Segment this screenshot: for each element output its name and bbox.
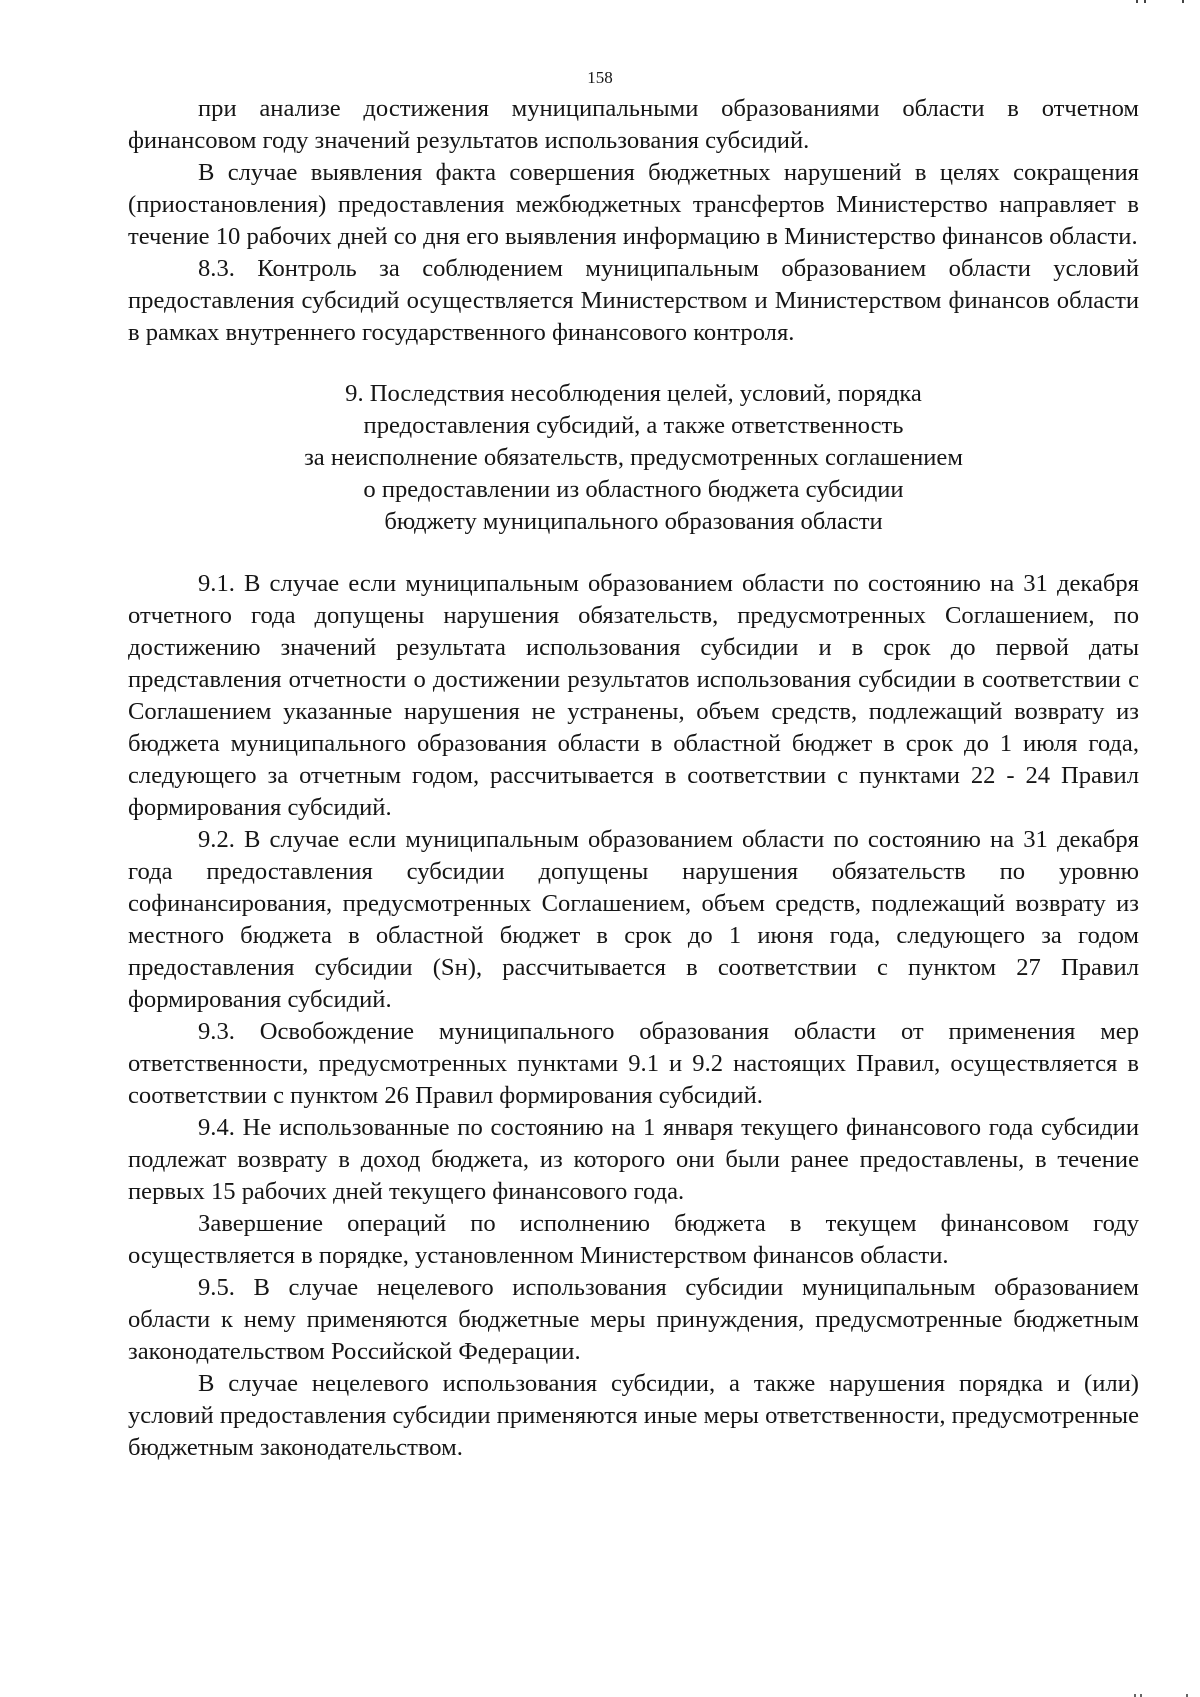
- paragraph-other-measures: В случае нецелевого использования субсидии, а также нарушения порядка и (или) условий предоставления субсидии применяются иные меры ответственности, предусмотренные бюджетным законодательством.: [128, 1370, 1139, 1461]
- heading-line: 9. Последствия несоблюдения целей, условий, порядка: [345, 380, 922, 407]
- page-number: 158: [587, 68, 613, 87]
- paragraph-9-2: 9.2. В случае если муниципальным образованием области по состоянию на 31 декабря года предоставления субсидии допущены нарушения обязательств по уровню софинансирования, предусмотренных Соглашением, объем средств, подлежащий возврату из местного бюджета в областной бюджет в срок до 1 июня года, следующего за годом предоставления субсидии (Sн), рассчитывается в соответствии с пунктом 27 Правил формирования субсидий.: [128, 826, 1139, 1013]
- paragraph-8-3: 8.3. Контроль за соблюдением муниципальным образованием области условий предоставления субсидий осуществляется Министерством и Министерством финансов области в рамках внутреннего государственного финансового контроля.: [128, 255, 1139, 346]
- paragraph-9-5: 9.5. В случае нецелевого использования субсидии муниципальным образованием области к нему применяются бюджетные меры принуждения, предусмотренные бюджетным законодательством Российской Федерации.: [128, 1274, 1139, 1365]
- heading-line: за неисполнение обязательств, предусмотренных соглашением: [304, 444, 963, 471]
- document-body: [128, 93, 1139, 1464]
- paragraph-9-3: 9.3. Освобождение муниципального образования области от применения мер ответственности, предусмотренных пунктами 9.1 и 9.2 настоящих Правил, осуществляется в соответствии с пунктом 26 Правил формирования субсидий.: [128, 1018, 1139, 1109]
- scan-edge-mark: [1130, 0, 1190, 4]
- paragraph-continuation: при анализе достижения муниципальными образованиями области в отчетном финансовом году значений результатов использования субсидий.: [128, 95, 1139, 154]
- heading-line: бюджету муниципального образования области: [384, 508, 883, 535]
- section-heading-9: [128, 378, 1139, 538]
- paragraph-9-1: 9.1. В случае если муниципальным образованием области по состоянию на 31 декабря отчетного года допущены нарушения обязательств, предусмотренных Соглашением, по достижению значений результата использования субсидии и в срок до первой даты представления отчетности о достижении результатов использования субсидии в соответствии с Соглашением указанные нарушения не устранены, объем средств, подлежащий возврату из бюджета муниципального образования области в областной бюджет в срок до 1 июля года, следующего за отчетным годом, рассчитывается в соответствии с пунктами 22 - 24 Правил формирования субсидий.: [128, 570, 1139, 821]
- scan-edge-mark: [1130, 1693, 1190, 1697]
- heading-line: о предоставлении из областного бюджета субсидии: [363, 476, 904, 503]
- paragraph-budget-violations: В случае выявления факта совершения бюджетных нарушений в целях сокращения (приостановления) предоставления межбюджетных трансфертов Министерство направляет в течение 10 рабочих дней со дня его выявления информацию в Министерство финансов области.: [128, 159, 1139, 250]
- heading-line: предоставления субсидий, а также ответственность: [363, 412, 904, 439]
- paragraph-budget-completion: Завершение операций по исполнению бюджета в текущем финансовом году осуществляется в порядке, установленном Министерством финансов области.: [128, 1210, 1139, 1269]
- paragraph-9-4: 9.4. Не использованные по состоянию на 1 января текущего финансового года субсидии подлежат возврату в доход бюджета, из которого они были ранее предоставлены, в течение первых 15 рабочих дней текущего финансового года.: [128, 1114, 1139, 1205]
